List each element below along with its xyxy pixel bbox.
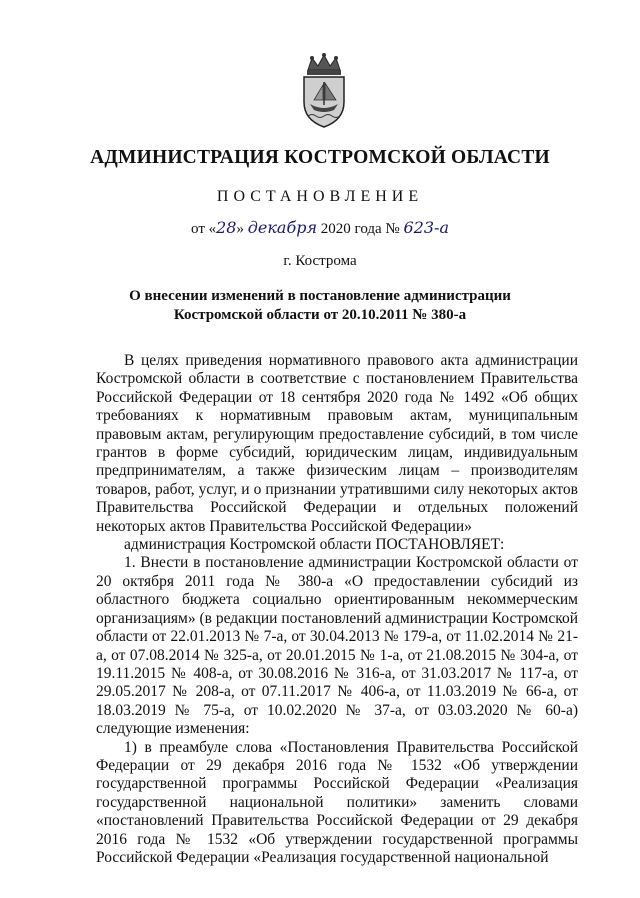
- paragraph-resolves: администрация Костромской области ПОСТАНОВЛЯЕТ:: [124, 536, 505, 554]
- handwritten-day: 28: [216, 218, 237, 237]
- subject-line-1: О внесении изменений в постановление администрации: [129, 288, 511, 304]
- handwritten-doc-number: 623-а: [403, 218, 449, 237]
- date-year: 2020 года №: [317, 221, 404, 237]
- paragraph-subitem-1: 1) в преамбуле слова «Постановления Правительства Российской Федерации от 29 декабря 2016 года № 1532 «Об утверждении государственной программы Российской Федерации «Реализация государственной национальной политики» заменить словами «постановлений Правительства Российской Федерации от 29 декабря 2016 года № 1532 «Об утверждении государственной программы Российской Федерации «Реализация государственной национальной: [96, 738, 578, 866]
- handwritten-month: декабря: [247, 218, 318, 237]
- date-prefix: от «: [191, 221, 217, 237]
- document-type: ПОСТАНОВЛЕНИЕ: [216, 188, 424, 205]
- coat-of-arms-emblem: [296, 52, 352, 130]
- paragraph-preamble: В целях приведения нормативного правового акта администрации Костромской области в соответствие с постановлением Правительства Российской Федерации от 18 сентября 2020 года № 1492 «Об общих требованиях к нормативным правовым актам, муниципальным правовым актам, регулирующим предоставление субсидий, в том числе грантов в форме субсидий, юридическим лицам, индивидуальным предпринимателям, а также физическим лицам – производителям товаров, работ, услуг, и о признании утратившими силу некоторых актов Правительства Российской Федерации и отдельных положений некоторых актов Правительства Российской Федерации»: [96, 352, 578, 535]
- date-number-line: [0, 218, 640, 238]
- date-mid: »: [236, 221, 248, 237]
- document-subject: [0, 287, 640, 325]
- paragraph-item-1: 1. Внести в постановление администрации Костромской области от 20 октября 2011 года № 380-а «О предоставлении субсидий из областного бюджета социально ориентированным некоммерческим организациям» (в редакции постановлений администрации Костромской области от 22.01.2013 № 7-а, от 30.04.2013 № 179-а, от 11.02.2014 № 21-а, от 07.08.2014 № 325-а, от 20.01.2015 № 1-а, от 21.08.2015 № 304-а, от 19.11.2015 № 408-а, от 30.08.2016 № 316-а, от 31.03.2017 № 117-а, от 29.05.2017 № 208-а, от 07.11.2017 № 406-а, от 11.03.2019 № 66-а, от 18.03.2019 № 75-а, от 10.02.2020 № 37-а, от 03.03.2020 № 60-а) следующие изменения:: [96, 554, 578, 738]
- organization-name: АДМИНИСТРАЦИЯ КОСТРОМСКОЙ ОБЛАСТИ: [90, 147, 550, 168]
- document-body: [96, 352, 578, 867]
- subject-line-2: Костромской области от 20.10.2011 № 380-а: [173, 307, 467, 323]
- city: г. Кострома: [283, 253, 357, 269]
